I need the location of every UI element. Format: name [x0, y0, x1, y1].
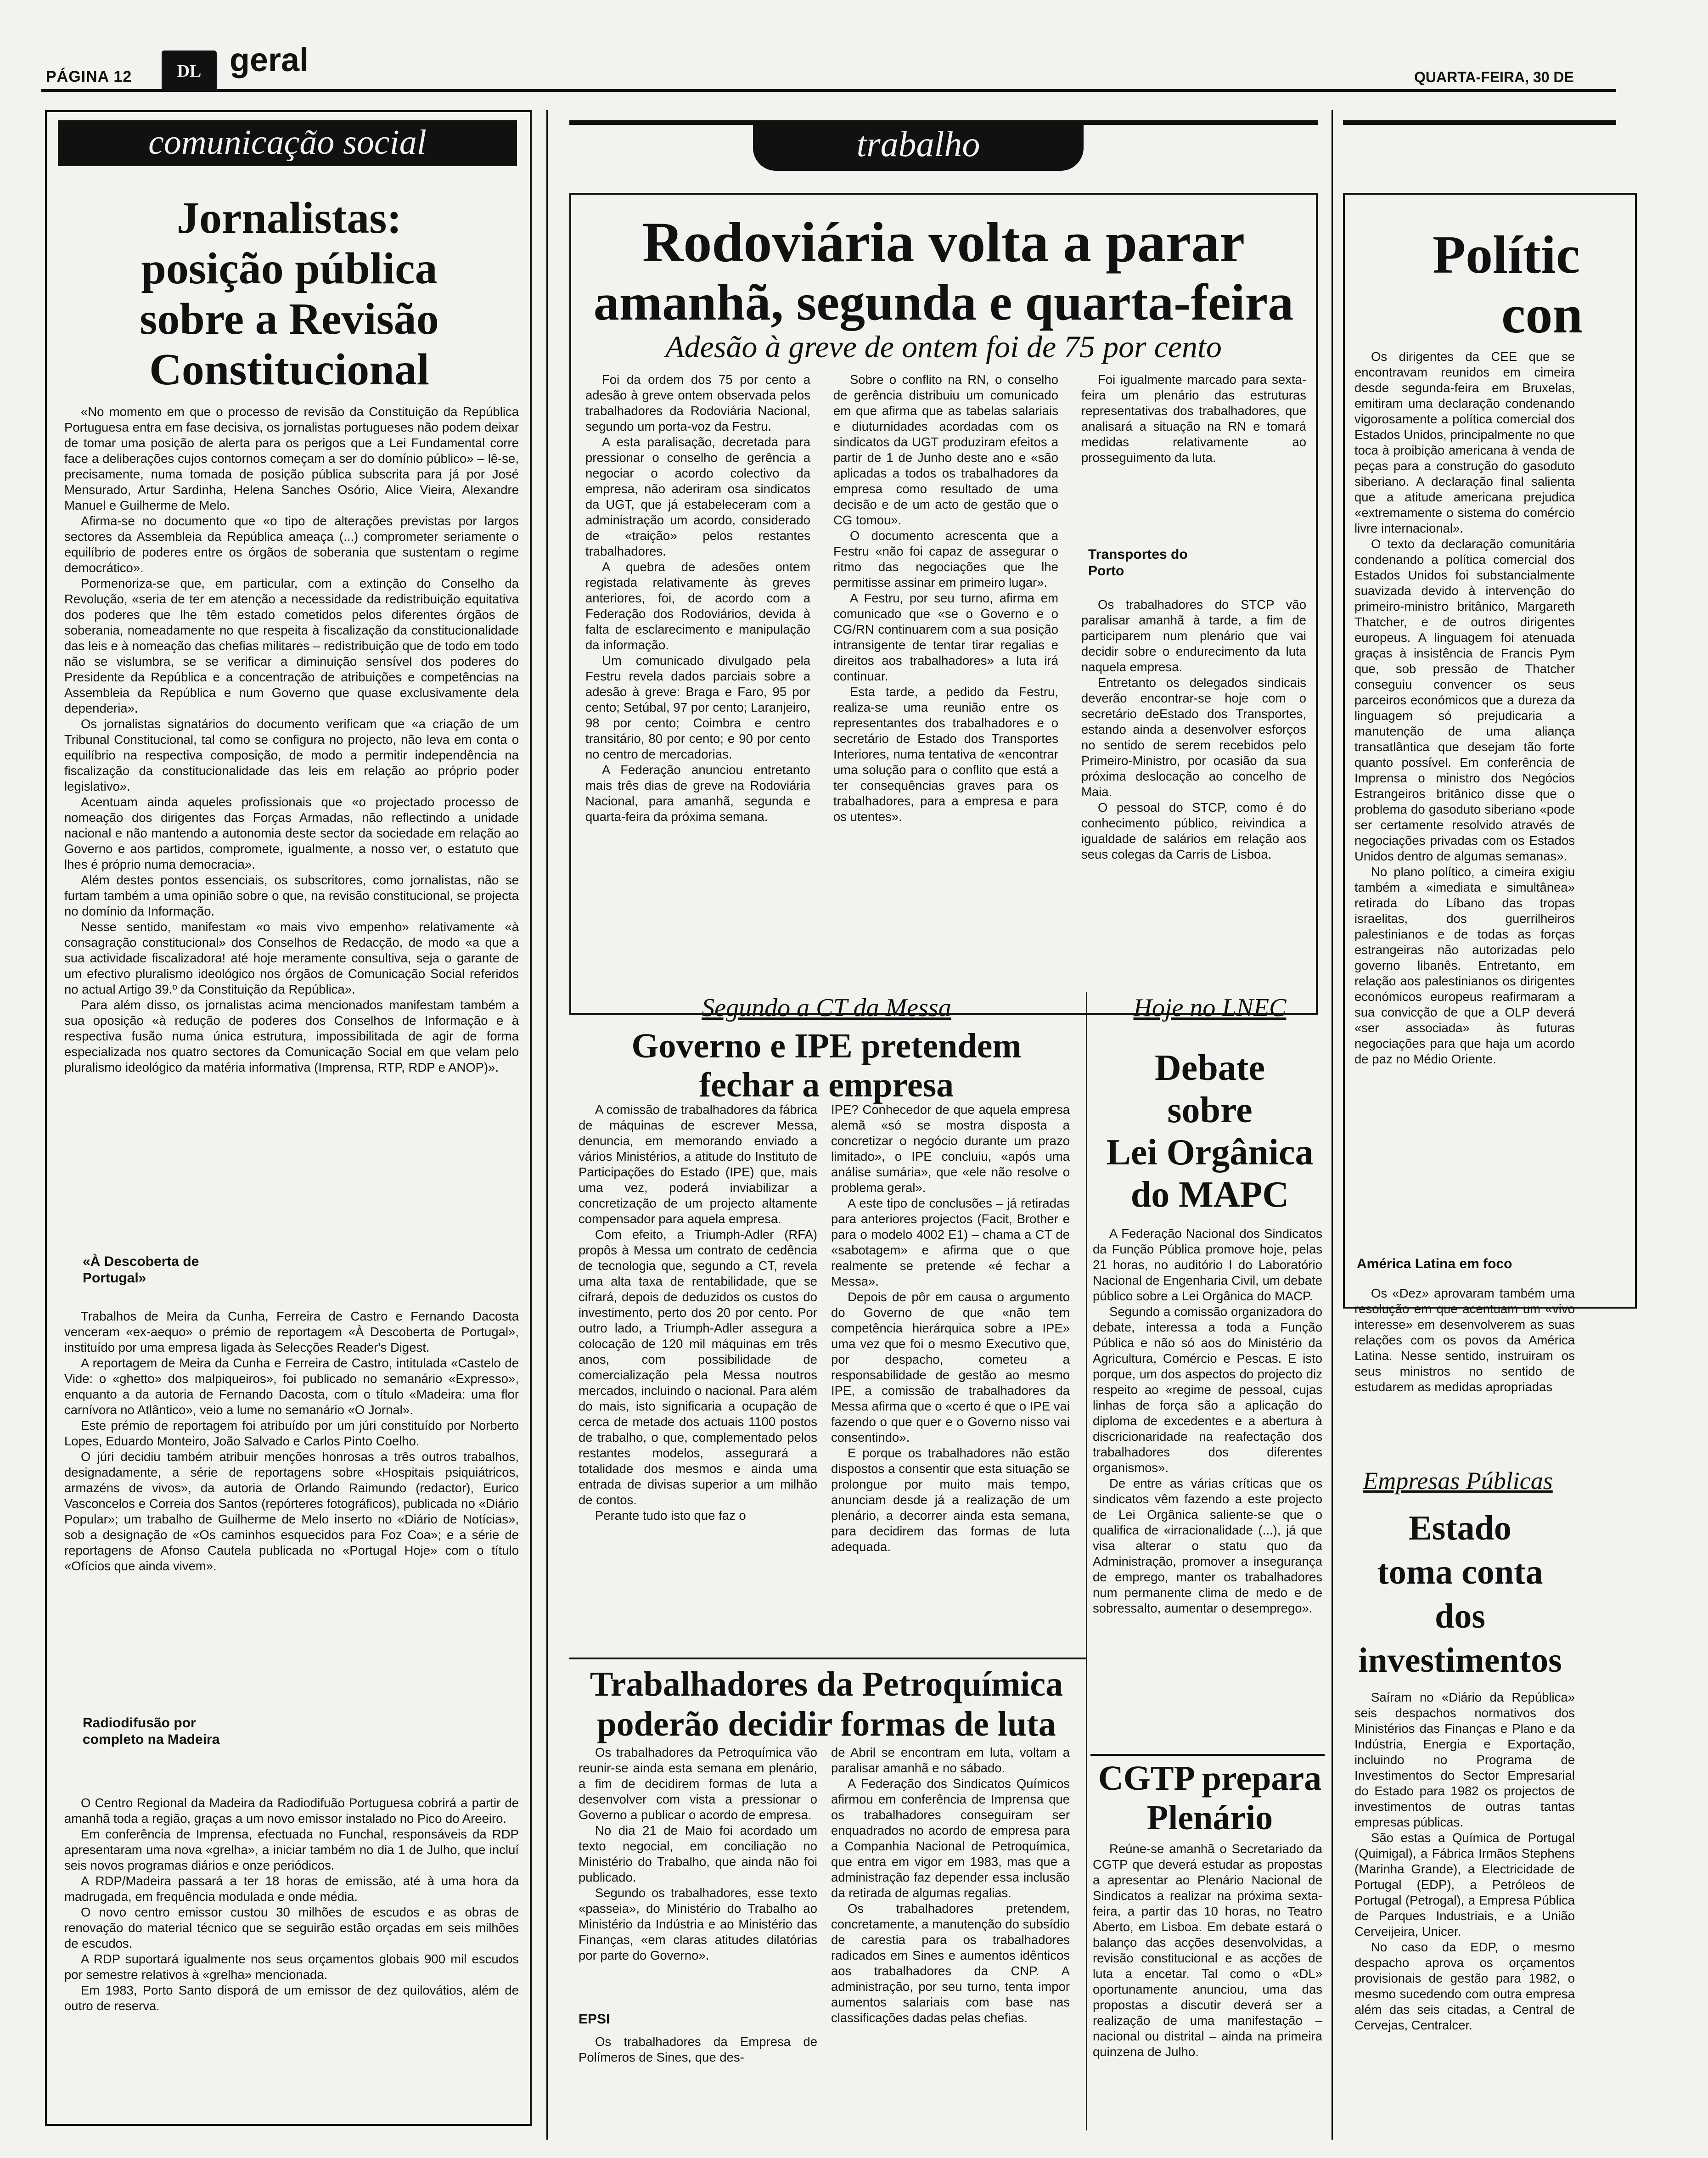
paragraph: O Centro Regional da Madeira da Radiodifuão Portuguesa cobrirá a partir de amanhã toda a região, graças a um novo emissor instalado no Pico do Areeiro. — [64, 1796, 519, 1826]
cgtp-body — [1093, 1841, 1322, 2130]
lnec-headline-line: sobre — [1167, 1090, 1253, 1130]
paragraph: No dia 21 de Maio foi acordado um texto negocial, em conciliação no Ministério do Trabalho, que ainda não foi publicado. — [579, 1823, 817, 1884]
paragraph: Os trabalhadores do STCP vão paralisar amanhã à tarde, a fim de participarem num plenário que vai decidir sobre o endurecimento da luta naquela empresa. — [1081, 597, 1306, 674]
paragraph: IPE? Conhecedor de que aquela empresa alemã «só se mostra disposta a concretizar o negócio durante um prazo limitado», o IPE concluiu, «após uma análise sumária», que «ele não resolve o problema geral». — [831, 1102, 1070, 1195]
column-divider — [546, 110, 548, 2140]
paragraph: A reportagem de Meira da Cunha e Ferreira de Castro, intitulada «Castelo de Vide: o «ghetto» dos malpiqueiros», foi publicado no semanário «Expresso», enquanto a da autoria de Fernando Dacosta, com o título «Madeira: uma flor carnívora no Atlântico», veio a lume no semanário «O Jornal». — [64, 1356, 519, 1417]
paragraph: A Federação dos Sindicatos Químicos afirmou em conferência de Imprensa que os trabalhadores conseguiram ser enquadrados no acordo de empresa para a Companhia Nacional de Petroquímica, que entra em vigor em 1983, mas que a administração faz depender essa inclusão da retirada de algumas regalias. — [831, 1776, 1070, 1900]
rodoviaria-headline-line: amanhã, segunda e quarta-feira — [593, 274, 1294, 331]
paragraph: Sobre o conflito na RN, o conselho de gerência distribuiu um comunicado em que afirma que as tabelas salariais e diuturnidades acordadas com os sindicatos da UGT produziram efeitos a partir de 1 de Junho deste ano e «são aplicadas a todos os trabalhadores da empresa como resultado de uma decisão e de um acto de gestão que o CG tomou». — [833, 372, 1058, 527]
empresas-headline — [1350, 1506, 1570, 1682]
paragraph: Os dirigentes da CEE que se encontravam reunidos em cimeira desde segunda-feira em Bruxelas, emitiram uma declaração condenando vigorosamente a política comercial dos Estados Unidos, principalmente no que toca à proibição americana à venda de peças para a construção do gasoduto siberiano. A declaração final salienta que a atitude americana prejudica «extremamente o sistema do comércio livre internacional». — [1354, 349, 1575, 535]
paragraph: O júri decidiu também atribuir menções honrosas a três outros trabalhos, designadamente, a série de reportagens sobre «Hospitais psiquiátricos, armazéns de vivos», da autoria de Orlando Raimundo (redactor), Eurico Vasconcelos e Correia dos Santos (repórteres fotográficos), publicada no «Diário Popular»; um trabalho de Guilherme de Melo inserto no «Diário de Notícias», sob a designação de «Os caminhos esquecidos para Foz Coa»; e a série de reportagens de Afonso Cautela publicada no «Portugal Hoje» com o título «Ofícios que ainda vivem». — [64, 1450, 519, 1573]
rodoviaria-col-2 — [833, 372, 1058, 1006]
paragraph: Saíram no «Diário da República» seis despachos normativos dos Ministérios das Finanças e Plano e da Indústria, Energia e Exportação, incluindo no Programa de Investimentos do Sector Empresarial do Estado para 1982 os projectos de investimentos de outras tantas empresas públicas. — [1354, 1690, 1575, 1829]
empresas-headline-line: toma conta — [1377, 1553, 1543, 1591]
right-headline-line: Polític — [1433, 225, 1580, 285]
transportes-porto-body — [1081, 597, 1306, 1010]
paragraph: A comissão de trabalhadores da fábrica de máquinas de escrever Messa, denuncia, em memorando enviado a vários Ministérios, a atitude do Instituto de Participações do Estado (IPE) que, mais uma vez, poderá inviabilizar a concretização de um projecto altamente compensador para aquela empresa. — [579, 1102, 817, 1226]
lnec-kicker: Hoje no LNEC — [1133, 994, 1287, 1022]
messa-headline-line: fechar a empresa — [699, 1066, 954, 1104]
left-headline-line: Constitucional — [149, 345, 429, 394]
left-subhead-radiodifusao: Radiodifusão por completo na Madeira — [83, 1715, 220, 1747]
empresas-headline-line: dos — [1435, 1597, 1485, 1635]
paragraph: O pessoal do STCP, como é do conhecimento público, reivindica a igualdade de salários em relação aos seus colegas da Carris de Lisboa. — [1081, 800, 1306, 861]
messa-headline-line: Governo e IPE pretendem — [631, 1027, 1022, 1065]
paragraph: De entre as várias críticas que os sindicatos vêm fazendo a este projecto de Lei Orgânica saliente-se que o qualifica de «irracionalidade (...), já que visa alterar o statu quo da Administração, promover a insegurança de emprego, manter os trabalhadores num permanente clima de medo e de sobressalto, aumentar o desemprego». — [1093, 1476, 1322, 1615]
left-subhead-descoberta: «À Descoberta de Portugal» — [83, 1254, 199, 1286]
section-rule — [569, 1658, 1086, 1659]
paragraph: O texto da declaração comunitária condenando a política comercial dos Estados Unidos foi substancialmente suavizada devido à intervenção do primeiro-ministro britânico, Margareth Thatcher, e de outros dirigentes europeus. A linguagem foi atenuada graças à insistência de Francis Pym que, sob pressão de Thatcher conseguiu convencer os seus parceiros económicos que a dureza da linguagem só prejudicaria a manutenção de uma aliança transatlântica que desejam tão forte quanto possível. Em conferência de Imprensa o ministro dos Negócios Estrangeiros britânico disse que o problema do gasoduto siberiano «pode ser certamente resolvido através de negociações privadas com os Estados Unidos dentro de algumas semanas». — [1354, 537, 1575, 863]
paragraph: Em 1983, Porto Santo disporá de um emissor de dez quilovátios, além de outro de reserva. — [64, 1983, 519, 2013]
left-headline-line: sobre a Revisão — [140, 294, 439, 344]
left-headline-line: Jornalistas: — [177, 193, 402, 243]
paragraph: O novo centro emissor custou 30 milhões de escudos e as obras de renovação do material técnico que se seguirão estão orçadas em seis milhões de escudos. — [64, 1905, 519, 1950]
section-name: geral — [230, 42, 309, 79]
paragraph: Nesse sentido, manifestam «o mais vivo empenho» relativamente «à consagração constitucional» dos Conselhos de Redacção, de modo «a que a sua actividade fiscalizadora! até hoje meramente consultiva, seja o garante de um efectivo pluralismo ideológico nos órgãos de Comunicação Social referidos no actual Artigo 39.º da Constituição da República». — [64, 920, 519, 996]
epsi-body — [579, 2034, 817, 2080]
paragraph: A RDP/Madeira passará a ter 18 horas de emissão, até à uma hora da madrugada, em frequência modulada e onde média. — [64, 1874, 519, 1904]
left-article-body — [64, 404, 519, 1203]
paragraph: Com efeito, a Triumph-Adler (RFA) propôs à Messa um contrato de cedência de tecnologia que, segundo a CT, revela uma alta taxa de rentabilidade, que se cifrará, depois de deduzidos os custos do investimento, perto dos 20 por cento. Por outro lado, a Triumph-Adler assegura a colocação de 120 mil máquinas em três anos, com possibilidade de comercialização pela Messa noutros mercados, incluindo o nacional. Para além do mais, isto significaria a ocupação de cerca de metade dos actuais 1100 postos de trabalho, o que, complementado pelos restantes modelos, assegurará a totalidade dos mesmos e ainda uma entrada de divisas superior a um milhão de contos. — [579, 1227, 817, 1507]
paragraph: Afirma-se no documento que «o tipo de alterações previstas por largos sectores da Assembleia da República ameaça (...) comprometer seriamente o equilíbrio de poderes entre os órgãos de soberania que sustentam o regime democrático». — [64, 514, 519, 575]
paragraph: Entretanto os delegados sindicais deverão encontrar-se hoje com o secretário deEstado dos Transportes, estando ainda a desenvolver esforços no sentido de serem recebidos pelo Primeiro-Ministro, por ocasião da sua próxima deslocação ao concelho de Maia. — [1081, 675, 1306, 799]
section-banner-trabalho: trabalho — [753, 120, 1084, 171]
paragraph: A RDP suportará igualmente nos seus orçamentos globais 900 mil escudos por semestre relativos à «grelha» mencionada. — [64, 1952, 519, 1982]
paragraph: Os «Dez» aprovaram também uma resolução em que acentuam um «vivo interesse» em desenvolverem as suas relações com os povos da América Latina. Nesse sentido, instruiram os seus ministros no sentido de estudarem as medidas apropriadas — [1354, 1286, 1575, 1394]
paragraph: Depois de pôr em causa o argumento do Governo de que «não tem competência hierárquica sobre a IPE» uma vez que foi o mesmo Executivo que, por despacho, cometeu a responsabilidade de gestão ao mesmo IPE, a comissão de trabalhadores da Messa afirma que o «certo é que o IPE vai fazendo o que quer e o Governo nisso vai consentindo». — [831, 1290, 1070, 1444]
paragraph: Os trabalhadores pretendem, concretamente, a manutenção do subsídio de carestia para os trabalhadores radicados em Sines e aumentos idênticos aos trabalhadores da CNP. A administração, por seu turno, tenta impor aumentos salariais com base nas classificações dadas pelas chefias. — [831, 1901, 1070, 2025]
america-latina-body — [1354, 1286, 1575, 1394]
lnec-headline-line: Lei Orgânica — [1106, 1132, 1314, 1173]
rodoviaria-subheadline: Adesão à greve de ontem foi de 75 por cento — [665, 329, 1222, 364]
paragraph: Perante tudo isto que faz o — [595, 1508, 746, 1523]
america-latina-subhead: América Latina em foco — [1357, 1256, 1512, 1271]
messa-col-2 — [831, 1102, 1070, 1653]
paragraph: Foi da ordem dos 75 por cento a adesão à greve ontem observada pelos trabalhadores da Rodoviária Nacional, segundo um porta-voz da Festru. — [585, 372, 810, 433]
paragraph: Reúne-se amanhã o Secretariado da CGTP que deverá estudar as propostas a apresentar ao Plenário Nacional de Sindicatos a realizar na próxima sexta-feira, a partir das 10 horas, no Teatro Aberto, em Lisboa. Em debate estará o balanço das acções desenvolvidas, a revisão constitucional e as acções de luta a encetar. Tal como o «DL» oportunamente anunciou, uma das propostas a discutir deverá ser a realização de uma manifestação – nacional ou distrital – ainda na primeira quinzena de Julho. — [1093, 1842, 1322, 2059]
paragraph: Além destes pontos essenciais, os subscritores, como jornalistas, não se furtam também a uma opinião sobre o que, na revisão constitucional, se projecta no domínio da Informação. — [64, 873, 519, 918]
paragraph: de Abril se encontram em luta, voltam a paralisar amanhã e no sábado. — [831, 1745, 1070, 1775]
lnec-body — [1093, 1226, 1322, 1749]
right-top-rule — [1343, 120, 1616, 125]
cgtp-headline-line: CGTP prepara — [1098, 1759, 1322, 1798]
paragraph: Segundo os trabalhadores, esse texto «passeia», do Ministério do Trabalho ao Ministério da Indústria e ao Ministério das Finanças, «em claras atitudes dilatórias por parte do Governo». — [579, 1886, 817, 1962]
paragraph: A Federação anunciou entretanto mais três dias de greve na Rodoviária Nacional, para amanhã, segunda e quarta-feira da próxima semana. — [585, 763, 810, 824]
paragraph: Para além disso, os jornalistas acima mencionados manifestam também a sua oposição «à redução de poderes dos Conselhos de Informação e à respectiva fusão numa única estrutura, impossibilitada de agir de forma especializada nos quatro sectores da Comunicação Social em que velam pelo pluralismo ideológico da matéria informativa (Imprensa, RTP, RDP e ANOP)». — [64, 998, 519, 1074]
petroquimica-col-2 — [831, 1745, 1070, 2130]
paragraph: Em conferência de Imprensa, efectuada no Funchal, responsáveis da RDP apresentaram uma nova «grelha», a iniciar também no dia 1 de Julho, que incluí seis novos programas diários e onze periódicos. — [64, 1827, 519, 1872]
left-radiodifusao-body — [64, 1795, 519, 2117]
paragraph: A este tipo de conclusões – já retiradas para anteriores projectos (Facit, Brother e para o modelo 4002 E1) – chama a CT de «sabotagem» e afirma que o que realmente se pretende «é fechar a Messa». — [831, 1196, 1070, 1288]
paragraph: Segundo a comissão organizadora do debate, interessa a toda a Função Pública e não só aos do Ministério da Agricultura, Comércio e Pescas. E isto porque, um dos aspectos do projecto diz respeito ao «regime de pessoal, cujas linhas de força são a aplicação do diploma de excedentes e a abertura à discricionaridade na reafectação dos trabalhadores dos diferentes organismos». — [1093, 1304, 1322, 1475]
lnec-headline-line: do MAPC — [1130, 1175, 1289, 1215]
left-headline — [60, 193, 519, 395]
paragraph: São estas a Química de Portugal (Quimigal), a Fábrica Irmãos Stephens (Marinha Grande), a Electricidade de Portugal (EDP), a Petróleos de Portugal (Petrogal), a Empresa Pública de Parques Industriais, e a União Cerveijeira, Unicer. — [1354, 1831, 1575, 1939]
cgtp-headline-line: Plenário — [1146, 1798, 1273, 1837]
paragraph: Esta tarde, a pedido da Festru, realiza-se uma reunião entre os representantes dos trabalhadores e o secretário de Estado dos Transportes Interiores, numa tentativa de «encontrar uma solução para o conflito que está a ter consequências graves para os trabalhadores, para a empresa e para os utentes». — [833, 685, 1058, 824]
masthead-rule — [41, 89, 1616, 92]
epsi-subhead: EPSI — [579, 2012, 610, 2027]
left-headline-line: posição pública — [141, 244, 438, 293]
empresas-body — [1354, 1690, 1575, 2130]
messa-kicker: Segundo a CT da Messa — [702, 994, 951, 1022]
issue-date: QUARTA-FEIRA, 30 DE — [1414, 69, 1574, 85]
page-number: PÁGINA 12 — [46, 68, 132, 85]
paragraph: A Federação Nacional dos Sindicatos da Função Pública promove hoje, pelas 21 horas, no auditório I do Laboratório Nacional de Engenharia Civil, um debate público sobre a Lei Orgânica do MACP. — [1093, 1226, 1322, 1303]
paragraph: Os trabalhadores da Empresa de Polímeros de Sines, que des- — [579, 2034, 817, 2064]
empresas-headline-line: investimentos — [1358, 1641, 1562, 1680]
paragraph: No plano político, a cimeira exigiu também a «imediata e simultânea» retirada do Líbano das tropas israelitas, dos guerrilheiros palestinianos e de todas as forças estrangeiras não autorizadas pelo governo libanês. Entretanto, em relação aos palestinianos os dirigentes económicos europeus reafirmaram a sua convicção de que a OLP deverá «ser associada» às futuras negociações para que haja um acordo de paz no Médio Oriente. — [1354, 865, 1575, 1066]
paragraph: O documento acrescenta que a Festru «não foi capaz de assegurar o ritmo das negociações que lhe permitisse assinar em primeiro lugar». — [833, 528, 1058, 590]
petroquimica-col-1 — [579, 1745, 817, 2002]
rodoviaria-headline-line: Rodoviária volta a parar — [642, 211, 1245, 274]
column-divider — [1332, 110, 1333, 2140]
rodoviaria-col-3 — [1081, 372, 1306, 510]
paragraph: A esta paralisação, decretada para pressionar o conselho de gerência a negociar o acordo colectivo da empresa, não aderiram osa sindicatos da UGT, que já estabeleceram com a administração um acordo, considerado de «traição» pelos restantes trabalhadores. — [585, 435, 810, 558]
paragraph: Trabalhos de Meira da Cunha, Ferreira de Castro e Fernando Dacosta venceram «ex-aequo» o prémio de reportagem «À Descoberta de Portugal», instituído por uma empresa ligada às Selecções Reader's Digest. — [64, 1309, 519, 1354]
paragraph: Os jornalistas signatários do documento verificam que «a criação de um Tribunal Constitucional, tal como se configura no projecto, não leva em conta o equilíbrio na respectiva composição, de modo a permitir independência na fiscalização da constitucionalidade das leis em relação ao próprio poder legislativo». — [64, 717, 519, 793]
column-divider — [1086, 992, 1087, 2130]
paragraph: Os trabalhadores da Petroquímica vão reunir-se ainda esta semana em plenário, a fim de decidirem formas de luta a desenvolver com vista a pressionar o Governo a publicar o acordo de empresa. — [579, 1745, 817, 1822]
paragraph: «No momento em que o processo de revisão da Constituição da República Portuguesa entra em fase decisiva, os jornalistas portugueses não podem deixar de tomar uma posição de alerta para os perigos que a Lei Fundamental corre face a deliberações cujos contornos começam a ser do domínio público» – lê-se, precisamente, numa tomada de posição pública subscrita para já por José Mensurado, Artur Sardinha, Helena Sanches Osório, Alice Vieira, Alexandre Manuel e Guilherme de Melo. — [64, 405, 519, 512]
transportes-porto-subhead: Transportes do Porto — [1088, 547, 1188, 579]
paragraph: A Festru, por seu turno, afirma em comunicado que «se o Governo e o CG/RN continuarem com a sua posição intransigente de tentar tirar regalias e direitos aos trabalhadores» a luta irá continuar. — [833, 591, 1058, 683]
petroquimica-headline-line: poderão decidir formas de luta — [597, 1705, 1056, 1743]
paragraph: Um comunicado divulgado pela Festru revela dados parciais sobre a adesão à greve: Braga e Faro, 95 por cento; Setúbal, 97 por cento; Laranjeiro, 98 por cento; Coimbra e centro transitário, 80 por cento; e 90 por cento no centro de mercadorias. — [585, 653, 810, 761]
section-rule — [1090, 1754, 1325, 1756]
right-article-body — [1354, 349, 1575, 1235]
paragraph: Pormenoriza-se que, em particular, com a extinção do Conselho da Revolução, «seria de ter em atenção a necessidade da redistribuição equitativa dos poderes que lhe têm estado cometidos pelos diferentes órgãos de soberania, nomeadamente no que respeita à fiscalização da constitucionalidade das leis e à nomeação das chefias militares – redistribuição que de todo em todo não se vislumbra, se se verificar a diminuição sensível dos poderes do Presidente da República e a concentração de atribuições e competências na Assembleia da República e num Governo que quase exclusivamente dela dependeria». — [64, 576, 519, 715]
right-headline-line: con — [1501, 284, 1583, 344]
paragraph: No caso da EDP, o mesmo despacho aprova os orçamentos provisionais de gestão para 1982, o mesmo sucedendo com outra empresa além das seis citadas, a Central de Cervejas, Centralcer. — [1354, 1940, 1575, 2032]
messa-col-1 — [579, 1102, 817, 1653]
paragraph: A quebra de adesões ontem registada relativamente às greves anteriores, foi, de acordo com a Federação dos Rodoviários, devida à falta de esclarecimento e manipulação da informação. — [585, 560, 810, 652]
petroquimica-headline-line: Trabalhadores da Petroquímica — [590, 1665, 1063, 1703]
rodoviaria-col-1 — [585, 372, 810, 1006]
empresas-publicas-kicker: Empresas Públicas — [1363, 1467, 1553, 1495]
paragraph: E porque os trabalhadores não estão dispostos a consentir que esta situação se prolongue por muito mais tempo, anunciam desde já a realização de um plenário, a decorrer ainda esta semana, para decidirem das formas de luta adequada. — [831, 1446, 1070, 1554]
paragraph: Acentuam ainda aqueles profissionais que «o projectado processo de nomeação dos dirigentes das Forças Armadas, não reflectindo a unidade nacional e não mantendo a autonomia deste sector da sociedade em relação ao Governo e aos partidos, compromete, igualmente, a nosso ver, o estatuto que lhes é próprio numa democracia». — [64, 795, 519, 871]
lnec-headline — [1093, 1047, 1327, 1216]
lnec-headline-line: Debate — [1155, 1048, 1265, 1088]
paragraph: Este prémio de reportagem foi atribuído por um júri constituído por Norberto Lopes, Eduardo Monteiro, João Salvado e Carlos Pinto Coelho. — [64, 1418, 519, 1448]
empresas-headline-line: Estado — [1409, 1509, 1511, 1547]
left-descoberta-body — [64, 1309, 519, 1680]
section-banner-comunicacao-social: comunicação social — [58, 120, 517, 166]
newspaper-logo: DL — [162, 51, 217, 92]
paragraph: Foi igualmente marcado para sexta-feira um plenário das estruturas representativas dos trabalhadores, que analisará a situação na RN e tomará medidas relativamente ao prosseguimento da luta. — [1081, 372, 1306, 465]
